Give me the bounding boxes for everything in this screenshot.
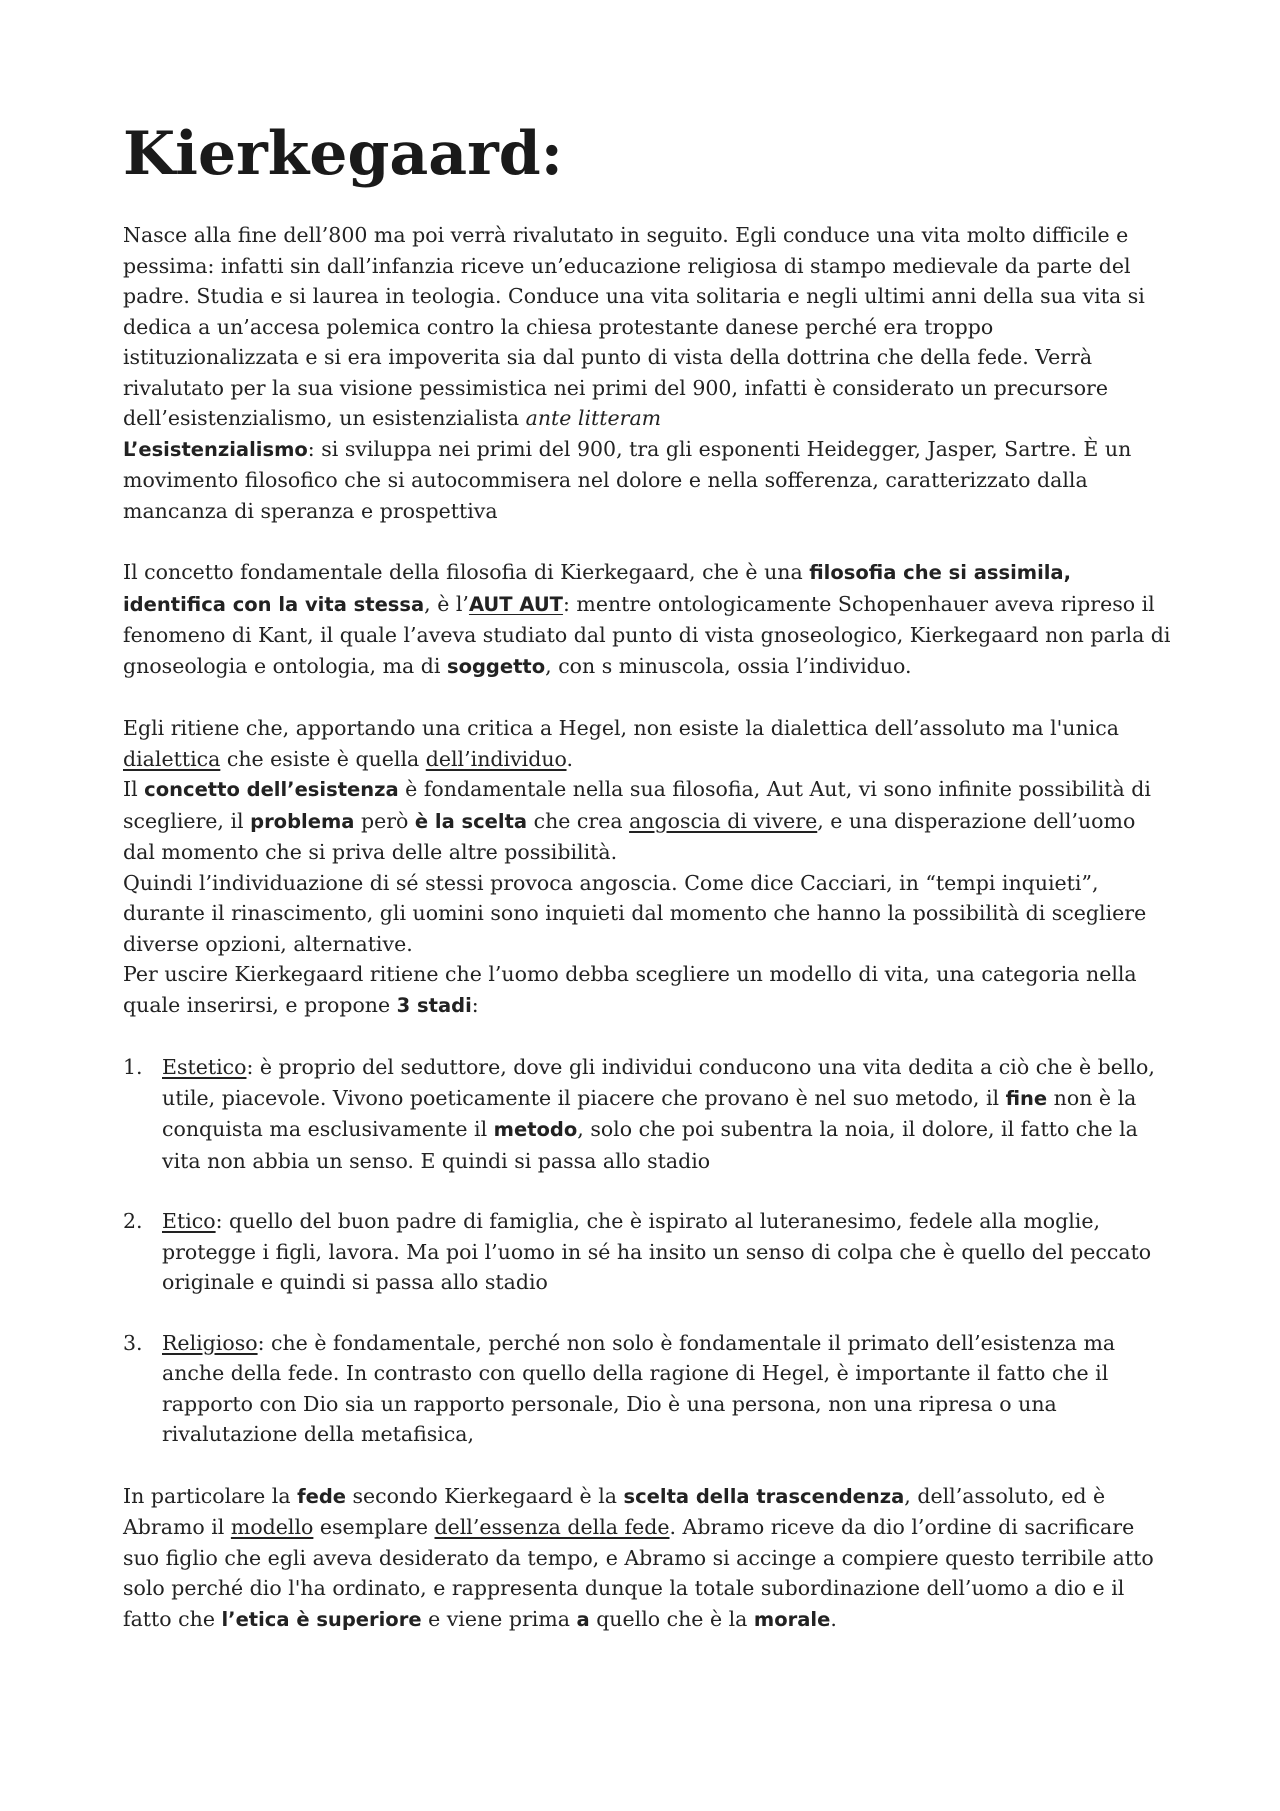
underlined-term: Estetico [162, 1055, 247, 1079]
underlined-term: angoscia di vivere [629, 808, 818, 833]
document-page [123, 118, 1173, 1635]
text-run: : [471, 992, 479, 1017]
text-run: che crea [527, 808, 630, 833]
paragraph-intro [123, 220, 1173, 434]
text-run: : mentre ontologicamente Schopenhauer aveva ripreso il fenomeno di Kant, il quale l’aveva studiato dal punto di vista gnoseologico, Kierkegaard non parla di gnoseologia e ontologia, ma di [123, 591, 1171, 678]
text-run: . [566, 746, 574, 771]
paragraph-esistenzialismo [123, 434, 1173, 527]
paragraph-aut-aut [123, 557, 1173, 682]
text-run: non è la conquista ma esclusivamente il [162, 1085, 1137, 1141]
bold-term: filosofia che si assimila, identifica con la vita stessa [123, 561, 1072, 616]
text-run: . [830, 1606, 837, 1631]
paragraph-stadi-intro [123, 959, 1173, 1021]
text-run: Egli ritiene che, apportando una critica a Hegel, non esiste la dialettica dell’assoluto ma l'unica [123, 716, 1119, 740]
bold-term: concetto dell’esistenza [144, 778, 399, 801]
text-run: , e una disperazione dell’uomo dal momento che si priva delle altre possibilità. [123, 808, 1136, 864]
text-run: Nasce alla fine dell’800 ma poi verrà rivalutato in seguito. Egli conduce una vita molto difficile e pessima: infatti sin dall’infanzia riceve un’educazione religiosa di stampo medievale da parte del padre. Studia e si laurea in teologia. Conduce una vita solitaria e negli ultimi anni della sua vita si dedica a un’accesa polemica contro la chiesa protestante danese perché era troppo istituzionalizzata e si era impoverita sia dal punto di vista della dottrina che della fede. Verrà rivalutato per la sua visione pessimistica nei primi del 900, infatti è considerato un precursore dell’esistenzialismo, un esistenzialista [123, 223, 1145, 430]
bold-term: morale [753, 1607, 831, 1631]
bold-underlined-term: AUT AUT [468, 592, 563, 616]
underlined-term: Etico [162, 1209, 216, 1233]
bold-term: metodo [493, 1118, 578, 1141]
list-item-religioso [123, 1328, 1173, 1450]
text-run: Per uscire Kierkegaard ritiene che l’uomo debba scegliere un modello di vita, una categoria nella quale inserirsi, e propone [123, 962, 1137, 1017]
underlined-term: modello [230, 1515, 314, 1539]
bold-term: scelta della trascendenza [623, 1484, 905, 1508]
text-run: : quello del buon padre di famiglia, che è ispirato al luteranesimo, fedele alla moglie, protegge i figli, lavora. Ma poi l’uomo in sé ha insito un senso di colpa che è quello del peccato originale e quindi si passa allo stadio [162, 1209, 1152, 1294]
text-run: e viene prima [421, 1606, 577, 1631]
bold-term: a [576, 1607, 590, 1631]
paragraph-fede [123, 1481, 1173, 1636]
underlined-term: dell’essenza della fede [434, 1515, 670, 1539]
text-run: : che è fondamentale, perché non solo è fondamentale il primato dell’esistenza ma anche della fede. In contrasto con quello della ragione di Hegel, è importante il fatto che il rapporto con Dio sia un rapporto personale, Dio è una persona, non una ripresa o una rivalutazione della metafisica, [162, 1330, 1116, 1446]
bold-term: problema [250, 809, 355, 833]
text-run: Il [123, 777, 145, 801]
text-run: , è l’ [424, 591, 469, 616]
underlined-term: Religioso [162, 1330, 258, 1355]
text-run: , dell’assoluto, ed è Abramo il [123, 1483, 1106, 1539]
list-number: 1. [123, 1055, 143, 1079]
text-run: : è proprio del seduttore, dove gli individui conducono una vita dedita a ciò che è bello, utile, piacevole. Vivono poeticamente il piacere che provano è nel suo metodo, il [162, 1055, 1155, 1110]
list-item-estetico [123, 1052, 1173, 1176]
paragraph-esistenza [123, 774, 1173, 868]
text-run: secondo Kierkegaard è la [346, 1483, 624, 1508]
text-run: Il concetto fondamentale della filosofia di Kierkegaard, che è una [123, 560, 810, 584]
bold-term: fine [1005, 1086, 1048, 1110]
underlined-term: dell’individuo [425, 746, 567, 771]
text-run: però [354, 808, 415, 833]
text-run: : si sviluppa nei primi del 900, tra gli esponenti Heidegger, Jasper, Sartre. È un movimento filosofico che si autocommisera nel dolore e nella sofferenza, caratterizzato dalla mancanza di speranza e prospettiva [123, 436, 1132, 523]
text-run: è fondamentale nella sua filosofia, Aut Aut, vi sono infinite possibilità di scegliere, il [123, 777, 1151, 833]
bold-term: l’etica è superiore [221, 1607, 422, 1631]
text-run: In particolare la [123, 1483, 298, 1508]
bold-term: fede [297, 1484, 347, 1508]
text-run: quello che è la [589, 1606, 754, 1631]
underlined-term: dialettica [123, 746, 221, 771]
paragraph-angoscia: Quindi l’individuazione di sé stessi provoca angoscia. Come dice Cacciari, in “tempi inquieti”, durante il rinascimento, gli uomini sono inquieti dal momento che hanno la possibilità di scegliere diverse opzioni, alternative. [123, 870, 1147, 956]
bold-term: L’esistenzialismo [123, 437, 308, 461]
text-run: , con s minuscola, ossia l’individuo. [545, 653, 912, 678]
list-number: 3. [123, 1330, 143, 1355]
list-item-etico [123, 1206, 1173, 1298]
document-title: Kierkegaard: [123, 119, 563, 189]
text-run: esemplare [313, 1515, 435, 1539]
stadi-list [123, 1052, 1173, 1450]
text-run: , solo che poi subentra la noia, il dolore, il fatto che la vita non abbia un senso. E quindi si passa allo stadio [162, 1117, 1138, 1173]
text-run: che esiste è quella [220, 746, 426, 771]
italic-text: ante litteram [525, 406, 662, 430]
list-number: 2. [123, 1209, 143, 1233]
bold-term: soggetto [446, 654, 546, 678]
bold-term: è la scelta [414, 809, 528, 833]
bold-term: 3 stadi [396, 993, 472, 1017]
paragraph-dialettica [123, 713, 1173, 774]
text-run: . Abramo riceve da dio l’ordine di sacrificare suo figlio che egli aveva desiderato da tempo, e Abramo si accinge a compiere questo terribile atto solo perché dio l'ha ordinato, e rappresenta dunque la totale subordinazione dell’uomo a dio e il fatto che [123, 1515, 1154, 1631]
